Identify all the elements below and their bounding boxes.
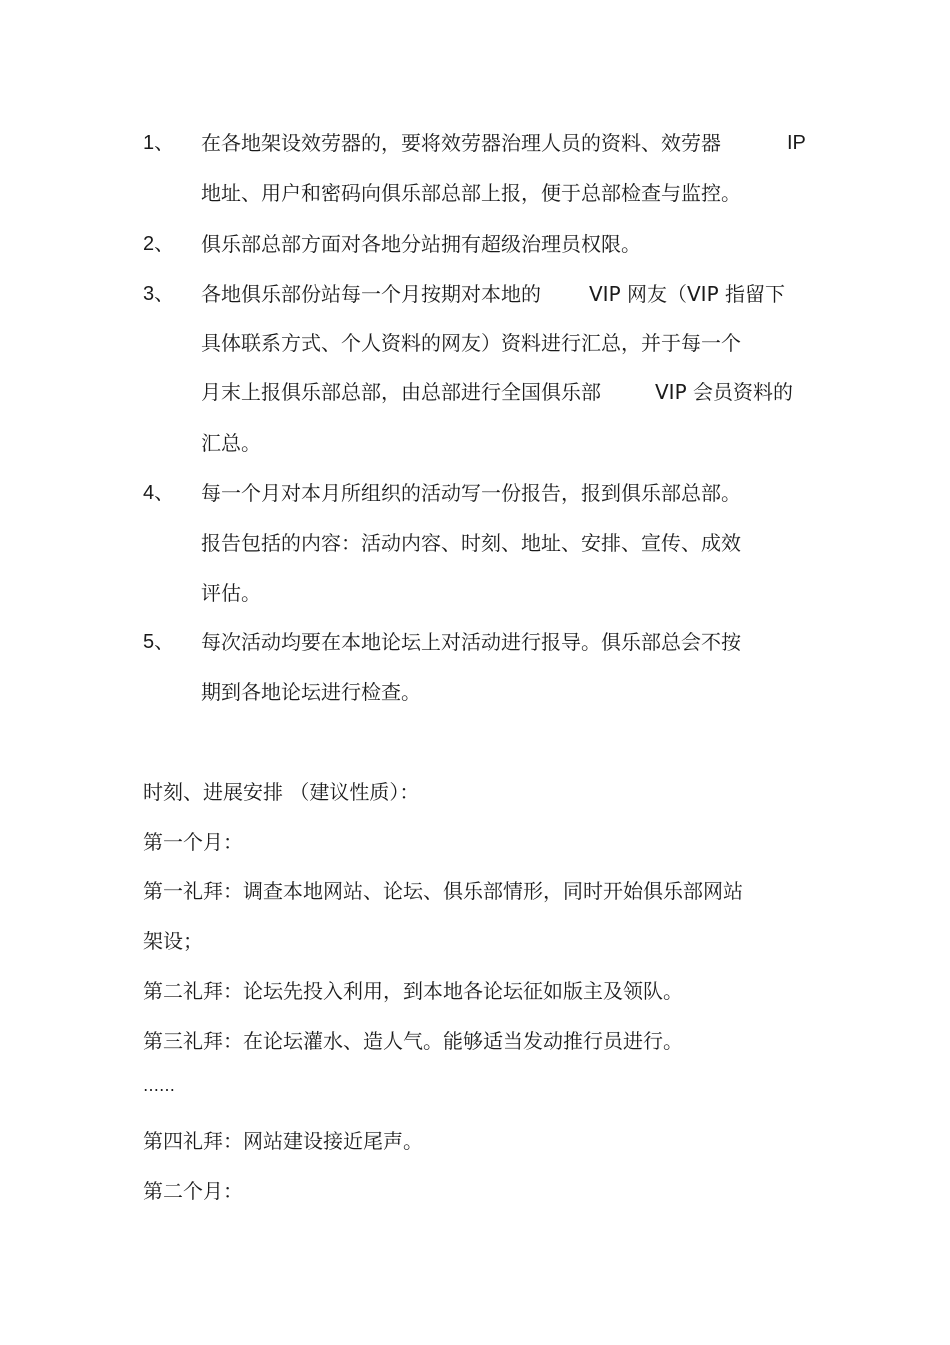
- item-3-line-4: 汇总。: [201, 431, 261, 455]
- schedule-month-1: 第一个月：: [143, 830, 243, 854]
- item-3-line-1-vip: VIP 网友（VIP 指留下: [589, 282, 785, 306]
- schedule-week-2: 第二礼拜：论坛先投入利用，到本地各论坛征如版主及领队。: [143, 979, 683, 1003]
- item-5-line-2: 期到各地论坛进行检查。: [201, 680, 421, 704]
- item-5-line-1: 每次活动均要在本地论坛上对活动进行报导。俱乐部总会不按: [201, 630, 741, 654]
- schedule-week-3: 第三礼拜：在论坛灌水、造人气。能够适当发动推行员进行。: [143, 1029, 683, 1053]
- schedule-month-2: 第二个月：: [143, 1179, 243, 1203]
- item-3-line-2: 具体联系方式、个人资料的网友）资料进行汇总，并于每一个: [201, 331, 741, 355]
- item-1-line-1: 在各地架设效劳器的，要将效劳器治理人员的资料、效劳器: [201, 131, 721, 155]
- item-2-number: 2、: [143, 233, 175, 255]
- schedule-ellipsis: ……: [143, 1076, 175, 1095]
- item-5-number: 5、: [143, 631, 175, 653]
- item-4-line-1: 每一个月对本月所组织的活动写一份报告，报到俱乐部总部。: [201, 481, 741, 505]
- schedule-heading: 时刻、进展安排 （建议性质）：: [143, 780, 420, 804]
- item-2-line-1: 俱乐部总部方面对各地分站拥有超级治理员权限。: [201, 232, 641, 256]
- schedule-week-4: 第四礼拜：网站建设接近尾声。: [143, 1129, 423, 1153]
- schedule-week-1-line-1: 第一礼拜：调查本地网站、论坛、俱乐部情形，同时开始俱乐部网站: [143, 879, 743, 903]
- item-1-line-1-ip: IP: [787, 132, 806, 154]
- item-1-line-2: 地址、用户和密码向俱乐部总部上报，便于总部检查与监控。: [201, 181, 741, 205]
- item-3-line-1: 各地俱乐部份站每一个月按期对本地的: [201, 282, 541, 306]
- item-1-number: 1、: [143, 132, 175, 154]
- item-3-line-3: 月末上报俱乐部总部，由总部进行全国俱乐部: [201, 380, 601, 404]
- schedule-week-1-line-2: 架设；: [143, 929, 203, 953]
- item-3-line-3-vip: VIP 会员资料的: [655, 380, 793, 404]
- item-4-number: 4、: [143, 482, 175, 504]
- item-4-line-2: 报告包括的内容：活动内容、时刻、地址、安排、宣传、成效: [201, 531, 741, 555]
- item-4-line-3: 评估。: [201, 581, 261, 605]
- item-3-number: 3、: [143, 283, 175, 305]
